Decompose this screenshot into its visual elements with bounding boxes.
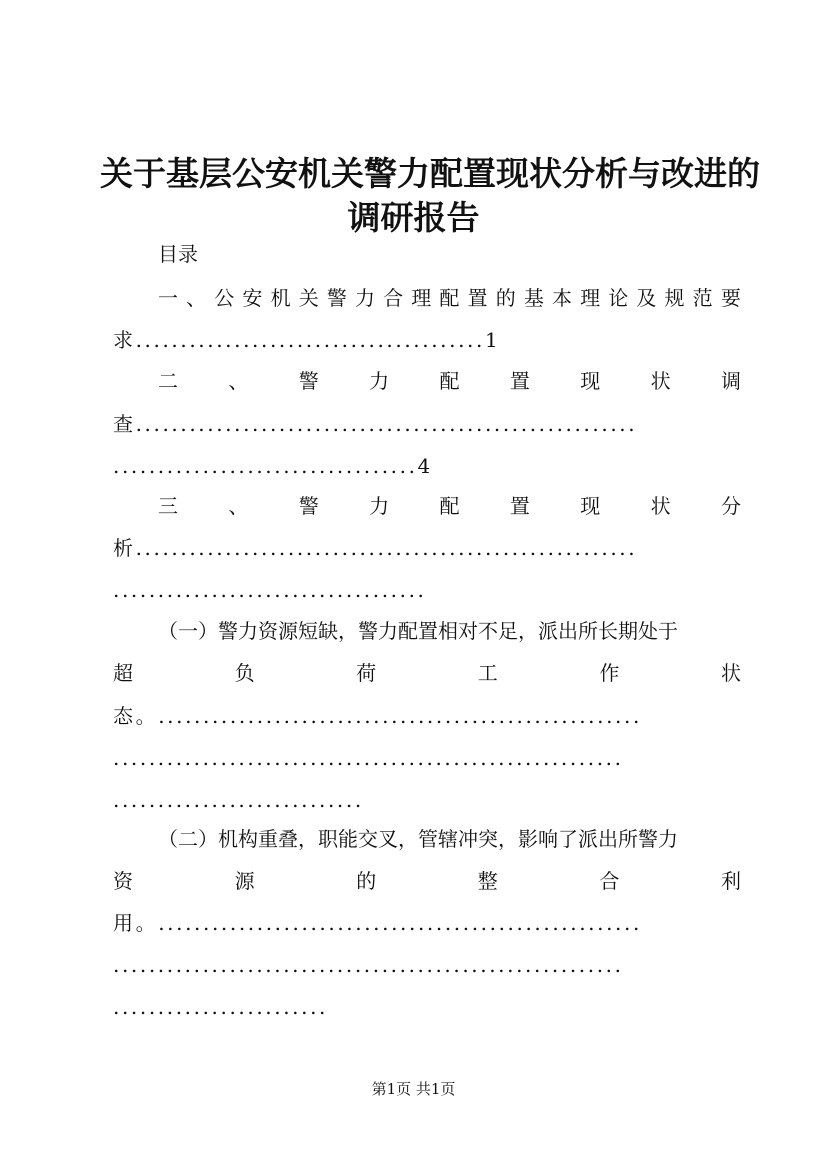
toc-entry-3-leader: 析........................................................	[113, 536, 638, 560]
title-line-2: 调研报告	[347, 198, 480, 237]
heading-char: 、	[228, 494, 249, 518]
toc-label: 目录	[158, 242, 198, 266]
heading-char: 置	[509, 369, 530, 393]
toc-entry-3-leader-cont: ...................................	[113, 578, 427, 602]
heading-char: 警	[298, 494, 319, 518]
heading-char: 超	[113, 661, 133, 685]
heading-char: 置	[509, 494, 530, 518]
toc-entry-2-heading	[158, 365, 741, 397]
heading-char: 规	[664, 286, 685, 310]
toc-sub-1-heading: （一）警力资源短缺，警力配置相对不足，派出所长期处于	[158, 619, 678, 643]
heading-char: 力	[369, 369, 390, 393]
heading-char: 机	[270, 286, 291, 310]
heading-char: 警	[298, 369, 319, 393]
page-footer: 第1页 共1页	[371, 1080, 456, 1098]
heading-char: 关	[298, 286, 319, 310]
heading-char: 一	[158, 286, 178, 310]
heading-char: 、	[186, 286, 207, 310]
heading-char: 整	[477, 869, 498, 893]
heading-char: 的	[356, 869, 377, 893]
heading-char: 配	[439, 369, 460, 393]
heading-char: 二	[158, 369, 178, 393]
title-line-1: 关于基层公安机关警力配置现状分析与改进的	[100, 154, 760, 193]
heading-char: 配	[439, 286, 460, 310]
heading-char: 调	[721, 369, 741, 393]
toc-sub-2-heading-cont	[113, 865, 741, 897]
heading-char: 合	[383, 286, 404, 310]
toc-entry-2-leader: 查........................................................	[113, 412, 638, 436]
heading-char: 配	[439, 494, 460, 518]
heading-char: 范	[692, 286, 713, 310]
heading-char: 要	[720, 286, 741, 310]
heading-char: 的	[495, 286, 516, 310]
toc-entry-1-leader: 求.......................................1	[113, 328, 501, 352]
toc-entry-3-heading	[158, 490, 741, 522]
toc-sub-2-leader-cont: .........................................................	[113, 953, 624, 977]
heading-char: 负	[234, 661, 255, 685]
toc-sub-1-leader-end: ............................	[113, 788, 364, 812]
toc-sub-1-leader-cont: .........................................................	[113, 746, 624, 770]
heading-char: 力	[354, 286, 375, 310]
heading-char: 理	[580, 286, 601, 310]
heading-char: 警	[326, 286, 347, 310]
heading-char: 作	[599, 661, 620, 685]
heading-char: 公	[214, 286, 235, 310]
heading-char: 状	[720, 661, 741, 685]
toc-sub-1-leader: 态。......................................................	[113, 704, 642, 728]
heading-char: 资	[113, 869, 133, 893]
heading-char: 理	[411, 286, 432, 310]
heading-char: 合	[599, 869, 620, 893]
heading-char: 分	[721, 494, 741, 518]
toc-sub-2-heading: （二）机构重叠，职能交叉，管辖冲突，影响了派出所警力	[158, 827, 678, 851]
heading-char: 力	[369, 494, 390, 518]
toc-sub-2-leader-end: ........................	[113, 995, 328, 1019]
heading-char: 本	[551, 286, 572, 310]
heading-char: 置	[467, 286, 488, 310]
heading-char: 利	[720, 869, 741, 893]
heading-char: 论	[608, 286, 629, 310]
heading-char: 、	[228, 369, 249, 393]
toc-sub-2-leader: 用。......................................................	[113, 911, 642, 935]
heading-char: 三	[158, 494, 178, 518]
toc-entry-2-leader-cont: ..................................4	[113, 454, 433, 478]
heading-char: 及	[636, 286, 657, 310]
heading-char: 现	[580, 494, 601, 518]
toc-sub-1-heading-cont	[113, 657, 741, 689]
heading-char: 安	[242, 286, 263, 310]
heading-char: 基	[523, 286, 544, 310]
heading-char: 工	[477, 661, 498, 685]
heading-char: 现	[580, 369, 601, 393]
heading-char: 状	[650, 369, 671, 393]
heading-char: 荷	[356, 661, 377, 685]
toc-entry-1-heading	[158, 282, 741, 314]
heading-char: 源	[234, 869, 255, 893]
heading-char: 状	[650, 494, 671, 518]
